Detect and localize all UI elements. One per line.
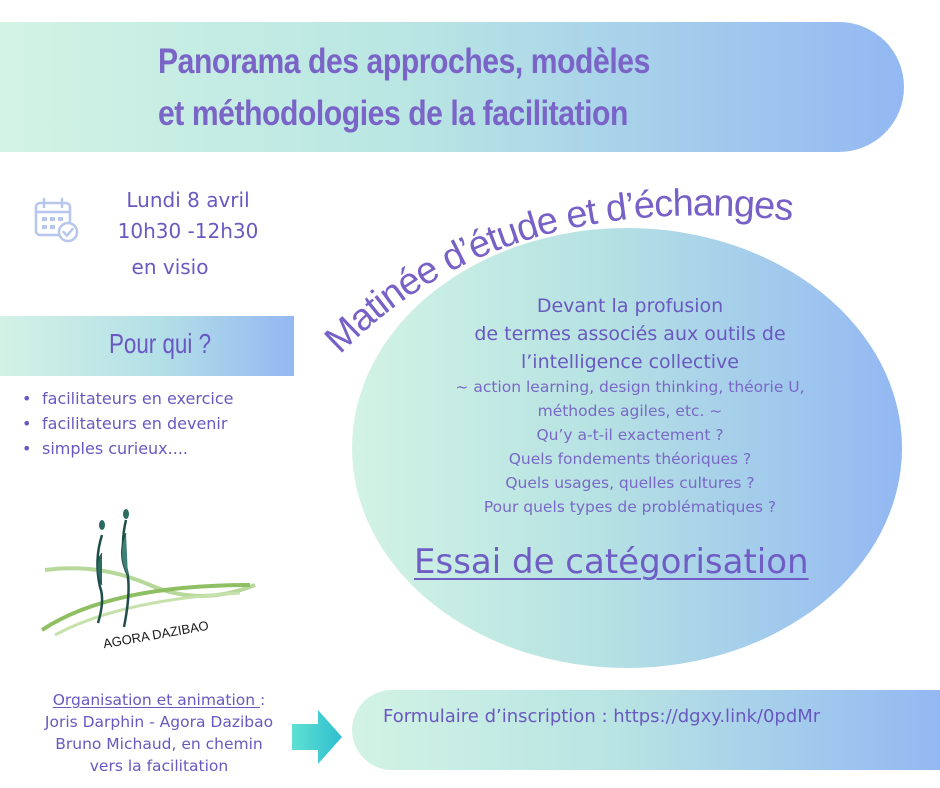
question-line-4: Quels fondements théoriques ?	[508, 450, 752, 468]
organisation-heading: Organisation et animation	[52, 691, 261, 709]
intro-line-3: l’intelligence collective	[520, 351, 739, 373]
organiser-line-2: Bruno Michaud, en chemin	[55, 735, 263, 753]
list-item: • simples curieux....	[22, 439, 188, 458]
event-time: 10h30 -12h30	[117, 219, 259, 243]
question-line-1: ~ action learning, design thinking, théorie U,	[455, 378, 805, 396]
question-line-3: Qu’y a-t-il exactement ?	[536, 426, 724, 444]
audience-heading: Pour qui ?	[108, 328, 212, 359]
intro-line-2: de termes associés aux outils de	[474, 323, 786, 345]
categorisation-link[interactable]: Essai de catégorisation	[414, 542, 809, 582]
list-item: • facilitateurs en devenir	[22, 414, 228, 433]
arc-title	[300, 150, 820, 380]
agora-dazibao-logo	[40, 505, 260, 655]
intro-line-1: Devant la profusion	[536, 295, 724, 317]
page-title-line-1: Panorama des approches, modèles	[158, 42, 650, 81]
audience-list	[22, 386, 233, 461]
event-day: Lundi 8 avril	[126, 188, 250, 212]
list-item: • facilitateurs en exercice	[22, 389, 234, 408]
event-location: en visio	[131, 255, 209, 279]
registration-banner	[352, 690, 940, 770]
organisation-colon: :	[260, 691, 266, 709]
arc-title-text: Matinée d’étude et d’échanges	[316, 182, 795, 362]
page-title-line-2: et méthodologies de la facilitation	[158, 94, 628, 133]
arrow-right-icon	[292, 710, 342, 764]
organisation-block	[24, 689, 294, 777]
organiser-line-1: Joris Darphin - Agora Dazibao	[44, 713, 274, 731]
question-line-6: Pour quels types de problématiques ?	[483, 498, 777, 516]
organiser-line-3: vers la facilitation	[89, 757, 229, 775]
registration-link[interactable]: Formulaire d’inscription : https://dgxy.link/0pdMr	[383, 706, 821, 727]
question-line-2: méthodes agiles, etc. ~	[537, 402, 723, 420]
calendar-check-icon	[34, 196, 80, 244]
question-line-5: Quels usages, quelles cultures ?	[505, 474, 755, 492]
logo-text: AGORA DAZIBAO	[101, 617, 210, 652]
